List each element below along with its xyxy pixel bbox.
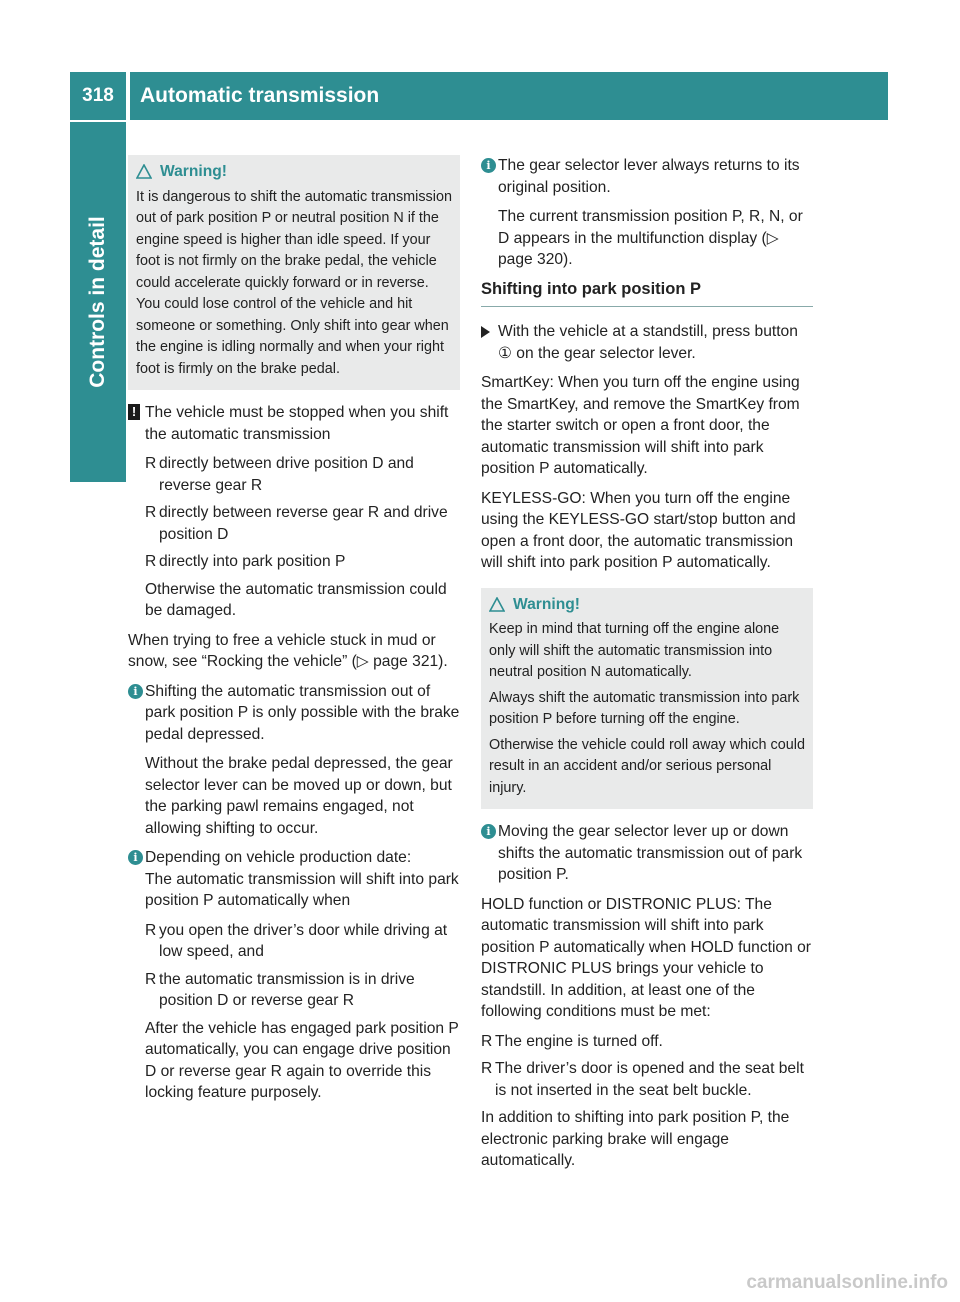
info-text: The gear selector lever always returns to its original position.	[498, 157, 800, 196]
paragraph: HOLD function or DISTRONIC PLUS: The automatic transmission will shift into park position P automatically when HOLD function or DISTRONIC PLUS brings your vehicle to standstill. In addition, at least one of the following conditions must be met:	[481, 895, 811, 1020]
list-item: R you open the driver’s door while driving at low speed, and	[145, 921, 448, 960]
info-icon: i	[128, 850, 143, 865]
info-icon: i	[128, 684, 143, 699]
info-text: The current transmission position P, R, N, or D appears in the multifunction display (▷ page 320).	[498, 208, 803, 268]
watermark: carmanualsonline.info	[746, 1272, 948, 1293]
info-icon: i	[481, 824, 496, 839]
info-text: The automatic transmission will shift into park position P automatically when	[145, 870, 459, 909]
list-item: R The driver’s door is opened and the seat belt is not inserted in the seat belt buckle.	[481, 1060, 804, 1099]
sidebar-label: Controls in detail	[86, 216, 109, 388]
list-item: R The engine is turned off.	[481, 1032, 663, 1050]
paragraph: KEYLESS-GO: When you turn off the engine using the KEYLESS-GO start/stop button and open a front door, the automatic transmission will shift into park position P automatically.	[481, 489, 796, 571]
step-block	[481, 321, 813, 364]
warning-text: Always shift the automatic transmission into park position P before turning off the engine.	[489, 689, 800, 727]
list-item: R directly into park position P	[145, 553, 346, 570]
sidebar-label-wrap	[70, 122, 126, 482]
list-item: R directly between drive position D and reverse gear R	[145, 455, 414, 494]
note-block	[128, 402, 460, 622]
page-number: 318	[70, 72, 126, 120]
paragraph: When trying to free a vehicle stuck in mud or snow, see “Rocking the vehicle” (▷ page 321).	[128, 631, 448, 670]
info-icon: i	[481, 158, 496, 173]
note-after: Otherwise the automatic transmission could be damaged.	[145, 580, 447, 619]
section-heading: Shifting into park position P	[481, 279, 813, 308]
info-text: Depending on vehicle production date:	[145, 849, 412, 866]
info-text: Without the brake pedal depressed, the gear selector lever can be moved up or down, but the parking pawl remains engaged, not allowing shifting to occur.	[145, 755, 453, 837]
warning-text: Keep in mind that turning off the engine alone only will shift the automatic transmission into neutral position N automatically.	[489, 621, 780, 680]
info-block	[481, 821, 813, 886]
page-title: Automatic transmission	[130, 72, 888, 120]
info-after: After the vehicle has engaged park position P automatically, you can engage drive position D or reverse gear R again to override this locking feature purposely.	[145, 1019, 459, 1101]
paragraph: SmartKey: When you turn off the engine using the SmartKey, and remove the SmartKey from the starter switch or open a front door, the automatic transmission will shift into park position P automatically.	[481, 374, 800, 477]
notice-icon: !	[128, 404, 140, 420]
list-item: R directly between reverse gear R and drive position D	[145, 504, 448, 543]
warning-box	[128, 155, 460, 390]
warning-text: Otherwise the vehicle could roll away which could result in an accident and/or serious personal injury.	[489, 736, 805, 796]
note-text: The vehicle must be stopped when you shift the automatic transmission	[145, 404, 449, 443]
right-column	[481, 155, 813, 1180]
info-block	[128, 847, 460, 1104]
info-text: Moving the gear selector lever up or down shifts the automatic transmission out of park position P.	[498, 823, 803, 883]
warning-title: Warning!	[489, 594, 805, 616]
list-item: R the automatic transmission is in drive position D or reverse gear R	[145, 970, 415, 1009]
warning-text: It is dangerous to shift the automatic transmission out of park position P or neutral position N if the engine speed is higher than idle speed. If your foot is not firmly on the brake pedal, the vehicle could accelerate quickly forward or in reverse. You could lose control of the vehicle and hit someone or something. Only shift into gear when the engine is idling normally and when your right foot is firmly on the brake pedal.	[136, 188, 452, 377]
left-column	[128, 155, 460, 1112]
paragraph: In addition to shifting into park position P, the electronic parking brake will engage automatically.	[481, 1109, 790, 1169]
info-block	[128, 681, 460, 840]
warning-box	[481, 588, 813, 810]
warning-triangle-icon	[136, 164, 152, 179]
warning-title: Warning!	[136, 161, 452, 183]
step-arrow-icon	[481, 326, 490, 338]
step-text: With the vehicle at a standstill, press button ① on the gear selector lever.	[498, 323, 798, 362]
warning-triangle-icon	[489, 597, 505, 612]
info-block	[481, 155, 813, 271]
info-text: Shifting the automatic transmission out of park position P is only possible with the brake pedal depressed.	[145, 682, 460, 743]
